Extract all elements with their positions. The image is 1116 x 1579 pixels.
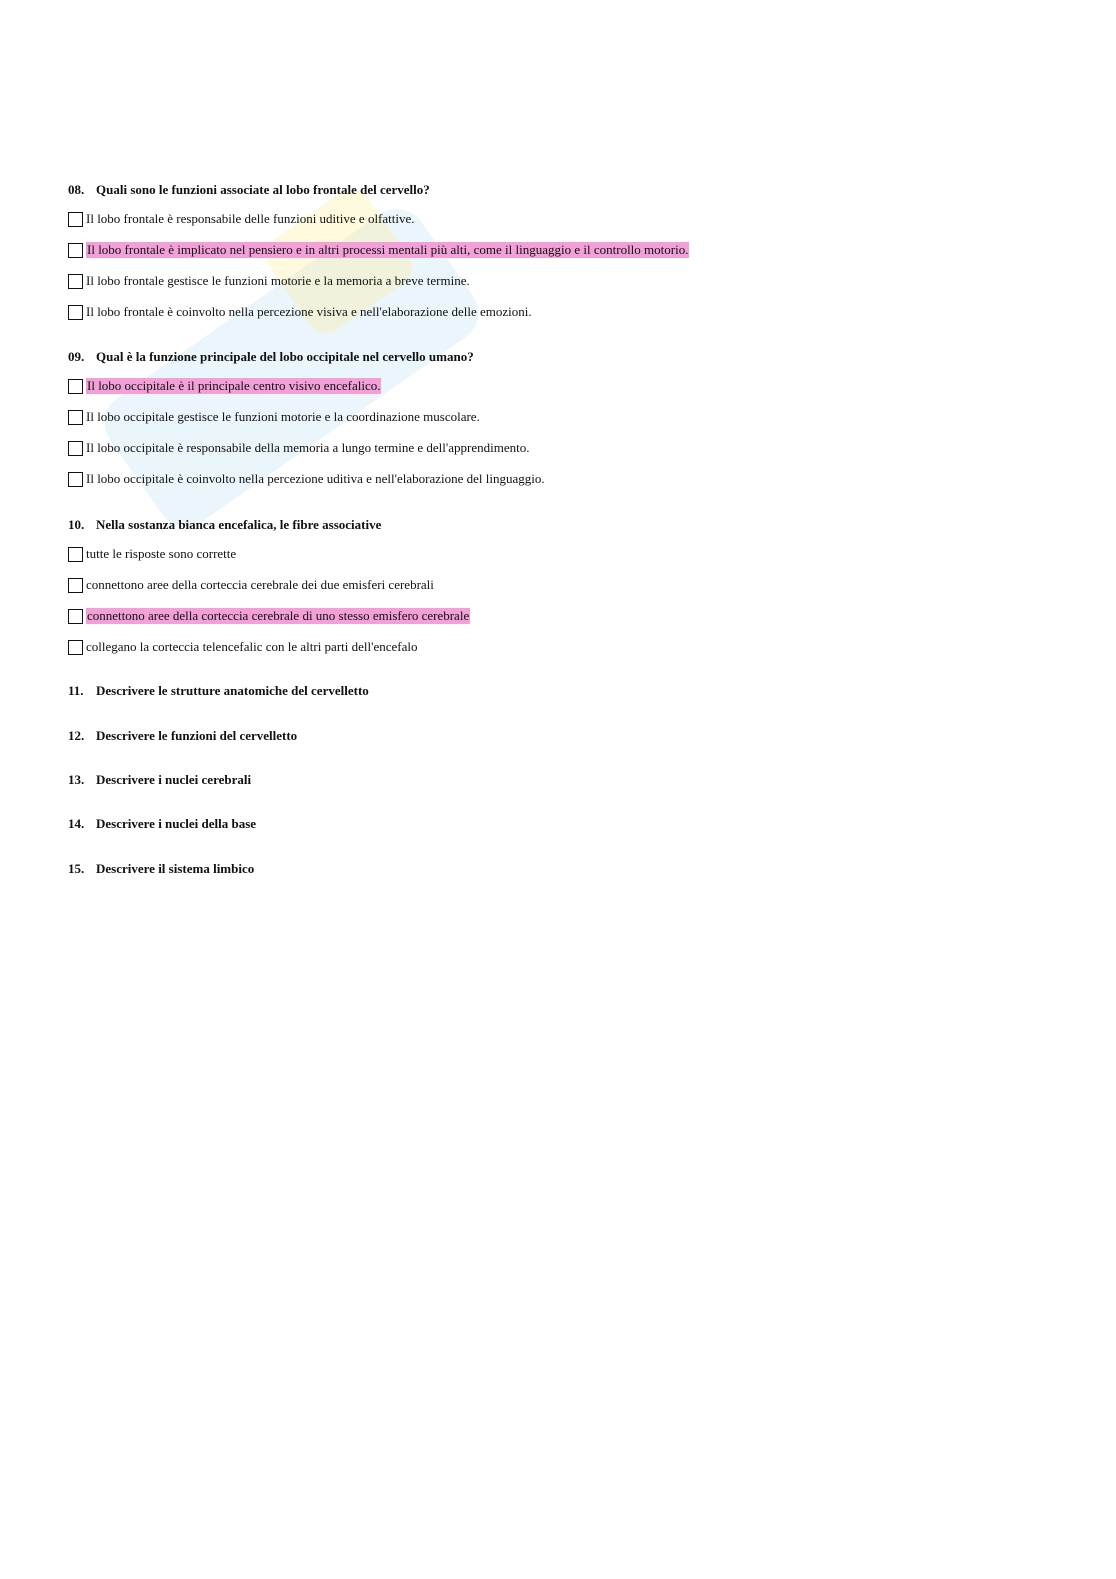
question-text: Descrivere le funzioni del cervelletto — [96, 728, 298, 743]
answer-option[interactable] — [68, 210, 415, 228]
question-heading — [68, 772, 251, 788]
highlighted-answer-text: connettono aree della corteccia cerebrale di uno stesso emisfero cerebrale — [87, 608, 470, 623]
answer-text: Il lobo frontale gestisce le funzioni motorie e la memoria a breve termine. — [86, 273, 470, 288]
question-number: 11. — [68, 683, 84, 698]
answer-text: Il lobo occipitale gestisce le funzioni motorie e la coordinazione muscolare. — [86, 409, 480, 424]
question-heading — [68, 816, 256, 832]
answer-text: Il lobo occipitale è responsabile della memoria a lungo termine e dell'apprendimento. — [86, 440, 530, 455]
question-text: Nella sostanza bianca encefalica, le fibre associative — [96, 517, 382, 532]
answer-option[interactable] — [68, 303, 532, 321]
checkbox[interactable] — [68, 578, 83, 593]
checkbox[interactable] — [68, 305, 83, 320]
question-number: 14. — [68, 816, 85, 831]
answer-option[interactable] — [68, 576, 434, 594]
question-text: Descrivere i nuclei della base — [96, 816, 257, 831]
checkbox[interactable] — [68, 243, 83, 258]
checkbox[interactable] — [68, 609, 83, 624]
question-heading — [68, 861, 254, 877]
checkbox[interactable] — [68, 274, 83, 289]
answer-text: connettono aree della corteccia cerebrale dei due emisferi cerebrali — [86, 577, 434, 592]
answer-text: Il lobo occipitale è coinvolto nella percezione uditiva e nell'elaborazione del linguaggio. — [86, 471, 545, 486]
question-text: Qual è la funzione principale del lobo occipitale nel cervello umano? — [96, 349, 474, 364]
answer-text: collegano la corteccia telencefalic con le altri parti dell'encefalo — [86, 639, 418, 654]
question-heading — [68, 728, 297, 744]
checkbox[interactable] — [68, 640, 83, 655]
answer-option[interactable] — [68, 408, 480, 426]
question-text: Quali sono le funzioni associate al lobo frontale del cervello? — [96, 182, 430, 197]
question-heading — [68, 182, 430, 198]
answer-option[interactable] — [68, 241, 689, 259]
checkbox[interactable] — [68, 212, 83, 227]
checkbox[interactable] — [68, 410, 83, 425]
question-heading — [68, 517, 381, 533]
answer-text: Il lobo frontale è responsabile delle funzioni uditive e olfattive. — [86, 211, 415, 226]
highlighted-answer-text: Il lobo frontale è implicato nel pensiero e in altri processi mentali più alti, come il linguaggio e il controllo motorio. — [87, 242, 689, 257]
question-number: 15. — [68, 861, 85, 876]
question-text: Descrivere le strutture anatomiche del cervelletto — [96, 683, 369, 698]
highlighted-answer-text: Il lobo occipitale è il principale centro visivo encefalico. — [87, 378, 381, 393]
checkbox[interactable] — [68, 441, 83, 456]
answer-option[interactable] — [68, 607, 470, 625]
checkbox[interactable] — [68, 472, 83, 487]
answer-option[interactable] — [68, 272, 470, 290]
answer-option[interactable] — [68, 470, 545, 488]
question-number: 12. — [68, 728, 85, 743]
answer-option[interactable] — [68, 638, 417, 656]
question-number: 09. — [68, 349, 85, 364]
checkbox[interactable] — [68, 547, 83, 562]
answer-option[interactable] — [68, 377, 381, 395]
question-text: Descrivere il sistema limbico — [96, 861, 255, 876]
question-heading — [68, 349, 474, 365]
answer-text: Il lobo frontale è coinvolto nella percezione visiva e nell'elaborazione delle emozioni. — [86, 304, 532, 319]
question-heading — [68, 683, 369, 699]
answer-option[interactable] — [68, 545, 236, 563]
question-number: 10. — [68, 517, 85, 532]
answer-option[interactable] — [68, 439, 529, 457]
checkbox[interactable] — [68, 379, 83, 394]
question-text: Descrivere i nuclei cerebrali — [96, 772, 252, 787]
question-number: 08. — [68, 182, 85, 197]
answer-text: tutte le risposte sono corrette — [86, 546, 237, 561]
question-number: 13. — [68, 772, 85, 787]
